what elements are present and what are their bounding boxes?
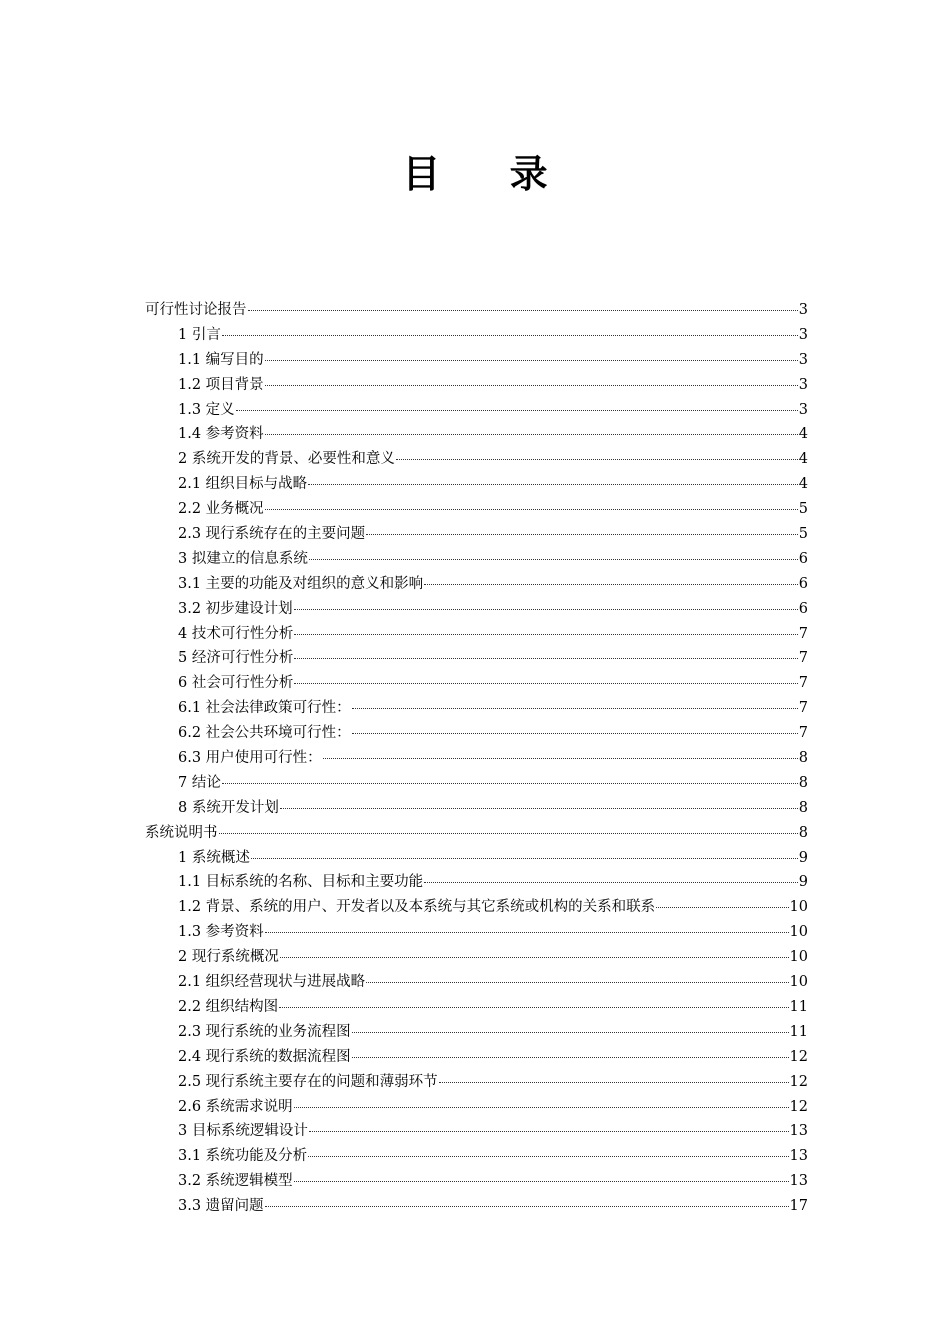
toc-entry[interactable] [145,1119,808,1144]
toc-entry-page-number: 8 [798,774,808,791]
toc-entry-page-number: 6 [798,600,808,617]
toc-entry-page-number: 10 [789,974,808,991]
toc-entry-label: 1 引言 [178,326,221,343]
toc-dot-leader [219,819,798,834]
toc-entry[interactable] [145,671,808,696]
toc-dot-leader [424,868,798,883]
toc-entry[interactable] [145,572,808,597]
toc-dot-leader [280,943,789,958]
page-title: 目 录 [402,152,576,196]
toc-entry-label: 2.4 现行系统的数据流程图 [178,1048,351,1065]
toc-entry-label: 3.1 系统功能及分析 [178,1148,308,1165]
toc-entry[interactable] [145,447,808,472]
toc-entry-page-number: 3 [798,326,808,343]
toc-entry-page-number: 10 [789,949,808,966]
toc-dot-leader [265,346,798,361]
toc-entry-page-number: 7 [798,625,808,642]
toc-entry-page-number: 5 [798,526,808,543]
toc-entry[interactable] [145,1194,808,1219]
toc-dot-leader [323,744,798,759]
toc-entry-page-number: 5 [798,501,808,518]
toc-entry-label: 1.4 参考资料 [178,426,264,443]
toc-dot-leader [352,1018,789,1033]
toc-entry-label: 2.6 系统需求说明 [178,1098,293,1115]
toc-entry-page-number: 3 [798,302,808,318]
toc-entry[interactable] [145,1045,808,1070]
toc-entry-page-number: 7 [798,700,808,717]
toc-entry-label: 2.3 现行系统的业务流程图 [178,1023,351,1040]
toc-entry[interactable] [145,771,808,796]
toc-dot-leader [265,371,798,386]
toc-entry-label: 可行性讨论报告 [145,302,247,318]
toc-entry[interactable] [145,920,808,945]
toc-entry-label: 2 系统开发的背景、必要性和意义 [178,451,395,468]
toc-entry-page-number: 10 [789,899,808,916]
toc-entry-label: 6.2 社会公共环境可行性： [178,725,351,742]
toc-entry-label: 2.1 组织目标与战略 [178,476,308,493]
toc-entry[interactable] [145,870,808,895]
toc-entry-page-number: 8 [798,824,808,841]
toc-dot-leader [294,1167,789,1182]
toc-entry-label: 3 目标系统逻辑设计 [178,1123,308,1140]
toc-dot-leader [248,296,798,311]
toc-dot-leader [280,794,798,809]
toc-entry[interactable] [145,721,808,746]
toc-entry[interactable] [145,1095,808,1120]
toc-entry-label: 2.5 现行系统主要存在的问题和薄弱环节 [178,1073,438,1090]
toc-entry-page-number: 17 [789,1198,808,1215]
toc-dot-leader [308,1142,788,1157]
toc-entry[interactable] [145,522,808,547]
toc-entry-label: 6.1 社会法律政策可行性： [178,700,351,717]
toc-entry-label: 3.1 主要的功能及对组织的意义和影响 [178,575,424,592]
toc-entry-page-number: 6 [798,575,808,592]
toc-entry[interactable] [145,995,808,1020]
toc-entry[interactable] [145,945,808,970]
toc-entry-page-number: 12 [789,1048,808,1065]
toc-entry-label: 7 结论 [178,774,221,791]
toc-entry[interactable] [145,622,808,647]
toc-dot-leader [424,570,798,585]
toc-dot-leader [294,669,797,684]
toc-entry-label: 2.3 现行系统存在的主要问题 [178,526,366,543]
toc-entry-page-number: 7 [798,675,808,692]
toc-entry[interactable] [145,1169,808,1194]
toc-entry-page-number: 13 [789,1123,808,1140]
toc-dot-leader [352,694,798,709]
toc-dot-leader [251,844,798,859]
toc-entry-label: 1.3 定义 [178,401,235,418]
toc-dot-leader [656,893,788,908]
toc-entry[interactable] [145,547,808,572]
toc-entry-label: 系统说明书 [145,824,218,841]
toc-entry[interactable] [145,821,808,846]
toc-entry[interactable] [145,373,808,398]
toc-entry-label: 2.2 组织结构图 [178,998,279,1015]
toc-entry[interactable] [145,298,808,323]
toc-entry-label: 5 经济可行性分析 [178,650,294,667]
toc-entry-label: 1.2 项目背景 [178,376,264,393]
toc-entry-label: 2 现行系统概况 [178,949,279,966]
toc-dot-leader [236,396,798,411]
toc-entry-page-number: 7 [798,650,808,667]
toc-entry[interactable] [145,846,808,871]
toc-dot-leader [309,545,798,560]
toc-dot-leader [294,620,797,635]
toc-entry-label: 3 拟建立的信息系统 [178,550,308,567]
toc-dot-leader [294,644,797,659]
toc-dot-leader [265,1192,789,1207]
toc-entry[interactable] [145,746,808,771]
toc-entry-label: 1.1 编写目的 [178,351,264,368]
toc-entry-page-number: 9 [798,849,808,866]
toc-entry-label: 3.2 初步建设计划 [178,600,293,617]
toc-entry-page-number: 12 [789,1073,808,1090]
toc-entry-page-number: 7 [798,725,808,742]
toc-dot-leader [294,595,798,610]
toc-entry-page-number: 10 [789,924,808,941]
toc-entry[interactable] [145,1020,808,1045]
table-of-contents [145,298,808,1219]
toc-entry-label: 6 社会可行性分析 [178,675,294,692]
toc-entry[interactable] [145,970,808,995]
toc-dot-leader [294,1093,789,1108]
toc-entry[interactable] [145,323,808,348]
toc-entry-page-number: 6 [798,550,808,567]
toc-entry-page-number: 13 [789,1173,808,1190]
toc-entry-label: 1.1 目标系统的名称、目标和主要功能 [178,874,424,891]
toc-entry-label: 8 系统开发计划 [178,799,279,816]
toc-entry[interactable] [145,348,808,373]
toc-entry[interactable] [145,796,808,821]
toc-entry-label: 1.3 参考资料 [178,924,264,941]
toc-dot-leader [352,719,798,734]
toc-dot-leader [222,321,798,336]
toc-entry[interactable] [145,422,808,447]
toc-entry-page-number: 3 [798,401,808,418]
toc-entry-label: 2.2 业务概况 [178,501,264,518]
toc-entry[interactable] [145,597,808,622]
toc-dot-leader [265,495,798,510]
toc-entry-page-number: 3 [798,376,808,393]
toc-dot-leader [265,420,798,435]
toc-entry[interactable] [145,696,808,721]
toc-dot-leader [352,1043,789,1058]
toc-entry[interactable] [145,497,808,522]
toc-dot-leader [279,993,788,1008]
toc-entry-page-number: 4 [798,476,808,493]
toc-entry-page-number: 9 [798,874,808,891]
toc-dot-leader [309,1117,789,1132]
toc-entry[interactable] [145,646,808,671]
toc-entry-label: 1.2 背景、系统的用户、开发者以及本系统与其它系统或机构的关系和联系 [178,899,656,916]
toc-entry-page-number: 12 [789,1098,808,1115]
toc-entry[interactable] [145,472,808,497]
toc-entry-page-number: 4 [798,451,808,468]
toc-entry-page-number: 13 [789,1148,808,1165]
toc-entry-page-number: 11 [789,1023,808,1040]
toc-dot-leader [366,520,798,535]
toc-entry-label: 6.3 用户使用可行性： [178,750,322,767]
toc-entry-page-number: 3 [798,351,808,368]
toc-entry-label: 1 系统概述 [178,849,250,866]
toc-dot-leader [265,918,789,933]
toc-dot-leader [366,968,788,983]
toc-entry[interactable] [145,895,808,920]
toc-entry-label: 3.3 遗留问题 [178,1198,264,1215]
toc-entry-page-number: 8 [798,799,808,816]
toc-dot-leader [308,470,798,485]
toc-entry-page-number: 4 [798,426,808,443]
toc-entry[interactable] [145,1144,808,1169]
toc-entry-page-number: 11 [789,998,808,1015]
toc-entry-label: 3.2 系统逻辑模型 [178,1173,293,1190]
toc-dot-leader [396,445,798,460]
toc-entry-label: 2.1 组织经营现状与进展战略 [178,974,366,991]
toc-entry-page-number: 8 [798,750,808,767]
toc-entry-label: 4 技术可行性分析 [178,625,294,642]
toc-entry[interactable] [145,1070,808,1095]
toc-dot-leader [439,1068,789,1083]
toc-dot-leader [222,769,798,784]
toc-entry[interactable] [145,398,808,423]
